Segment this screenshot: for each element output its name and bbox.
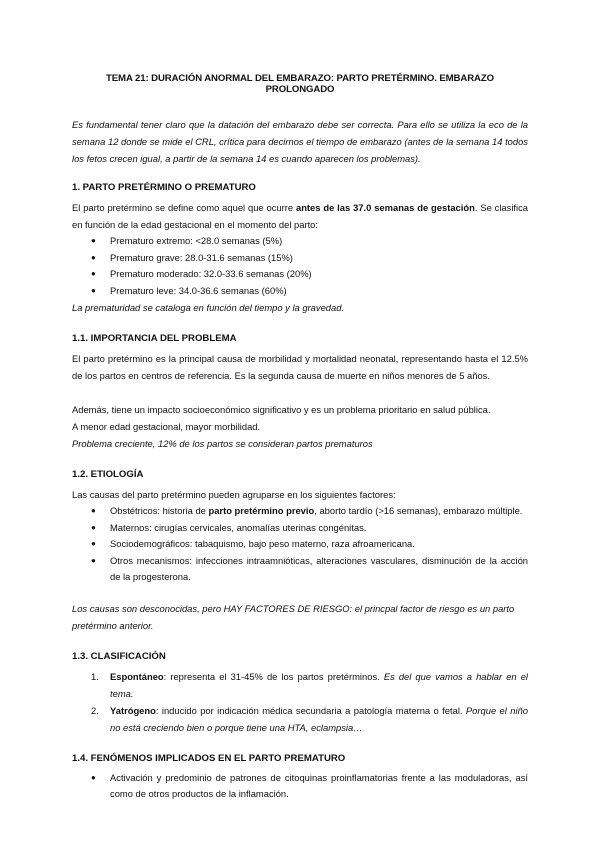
section-1-4: [72, 752, 528, 803]
section-1-1-paragraph-1: El parto pretérmino es la principal causa de morbilidad y mortalidad neonatal, representando hasta el 12.5% de los partos en centros de referencia. Es la segunda causa de muerte en niños menores de 5 años.: [72, 353, 528, 381]
section-1-3: [72, 650, 528, 736]
section-1-2: [72, 468, 528, 634]
section-1-1: [72, 332, 528, 452]
section-1: [72, 181, 528, 316]
prematurity-list: [72, 233, 528, 299]
definition-text: El parto pretérmino se define como aquel que ocurre: [72, 202, 296, 213]
list-item-italic: Es del que vamos a hablar en el tema.: [110, 670, 528, 699]
list-item: [91, 668, 528, 702]
list-number: 2.: [91, 704, 99, 716]
list-item: ● Prematuro leve: 34.0-36.6 semanas (60%): [91, 283, 528, 300]
section-1-1-paragraph-2: Además, tiene un impacto socioeconómico significativo y es un problema prioritario en salud pública.: [72, 404, 491, 415]
list-item-text: Obstétricos: historia de: [110, 505, 209, 516]
section-1-1-paragraph-3: A menor edad gestacional, mayor morbilidad.: [72, 421, 261, 432]
list-item-text: : inducido por indicación médica secundaria a patología materna o fetal.: [155, 704, 466, 716]
list-item: ● Otros mecanismos: infecciones intraamnióticas, alteraciones vasculares, disminución de la acción de la progesterona.: [91, 553, 528, 586]
section-1-2-intro: Las causas del parto pretérmino pueden agruparse en los siguientes factores:: [72, 489, 396, 500]
section-1-2-note: Los causas son desconocidas, pero HAY FACTORES DE RIESGO: el princpal factor de riesgo es un parto pretérmino anterior.: [72, 602, 515, 631]
section-1-1-note: Problema creciente, 12% de los partos se consideran partos prematuros: [72, 438, 373, 449]
section-1-4-heading: 1.4. FENÓMENOS IMPLICADOS EN EL PARTO PREMATURO: [72, 752, 346, 764]
list-item: ● Sociodemográficos: tabaquismo, bajo peso materno, raza afroamericana.: [91, 536, 528, 553]
section-1-3-heading: 1.3. CLASIFICACIÓN: [72, 650, 166, 662]
list-item-bold: Yatrógeno: [110, 704, 156, 716]
classification-list: [72, 668, 528, 736]
document-title: TEMA 21: DURACIÓN ANORMAL DEL EMBARAZO: PARTO PRETÉRMINO. EMBARAZO PROLONGADO: [106, 73, 494, 95]
section-1-2-heading: 1.2. ETIOLOGÍA: [72, 469, 144, 480]
list-item: ● Prematuro extremo: <28.0 semanas (5%): [91, 233, 528, 250]
definition-bold: antes de las 37.0 semanas de gestación: [295, 202, 475, 213]
list-item-text-end: , aborto tardío (>16 semanas), embarazo múltiple.: [314, 505, 523, 516]
list-item-bold: Espontáneo: [110, 670, 164, 682]
list-item-italic: Porque el niño no está creciendo bien o porque tiene una HTA, eclampsia…: [110, 704, 528, 733]
list-item: ● Prematuro grave: 28.0-31.6 semanas (15%): [91, 250, 528, 267]
definition-text-end: . Se clasifica en función de la edad gestacional en el momento del parto:: [72, 202, 529, 230]
list-item: ● Maternos: cirugías cervicales, anomalías uterinas congénitas.: [91, 520, 528, 537]
list-number: 1.: [91, 670, 99, 682]
list-item: [91, 702, 528, 736]
list-item: ● Activación y predominio de patrones de citoquinas proinflamatorias frente a las moduladoras, así como de otros productos de la inflamación.: [91, 770, 528, 803]
list-item-text: : representa el 31-45% de los partos pretérminos.: [163, 670, 384, 682]
list-item-bold: parto pretérmino previo: [208, 505, 315, 516]
section-1-definition: [72, 199, 528, 233]
phenomena-list: [72, 770, 528, 803]
section-1-1-heading: 1.1. IMPORTANCIA DEL PROBLEMA: [72, 333, 237, 344]
list-item: ● Prematuro moderado: 32.0-33.6 semanas (20%): [91, 266, 528, 283]
section-1-note: La prematuridad se cataloga en función del tiempo y la gravedad.: [72, 302, 345, 313]
section-1-heading: 1. PARTO PRETÉRMINO O PREMATURO: [72, 182, 256, 193]
intro-paragraph: Es fundamental tener claro que la datación del embarazo debe ser correcta. Para ello se utiliza la eco de la semana 12 donde se mide el CRL, crítica para decirnos el tiempo de embarazo (antes de la semana 14 todos los fetos crecen igual, a partir de la semana 14 es cuando aparecen los problemas).: [72, 119, 528, 164]
etiology-list: [72, 503, 528, 586]
list-item: [91, 503, 528, 520]
